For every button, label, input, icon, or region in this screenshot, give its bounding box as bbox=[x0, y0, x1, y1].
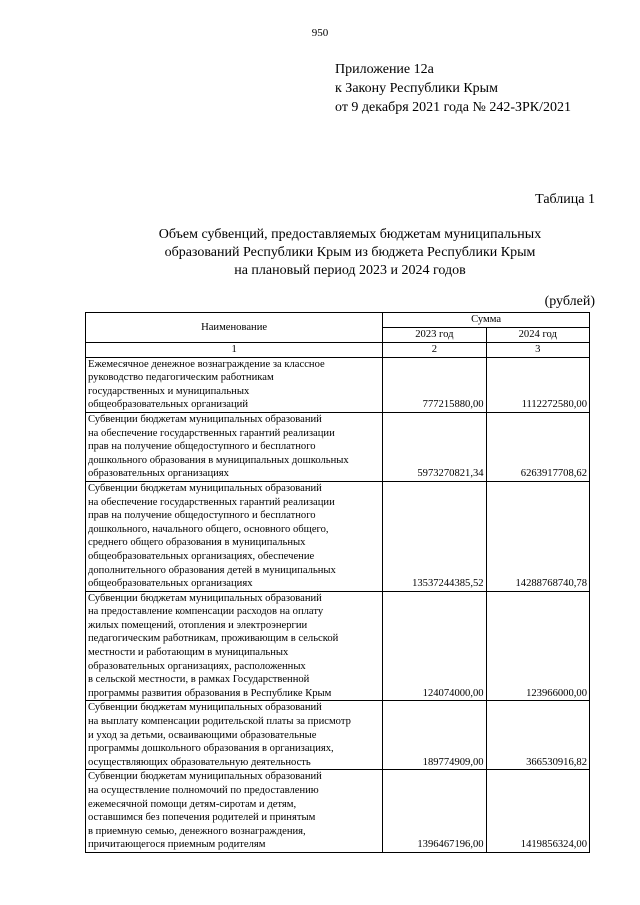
subvention-name-cell: Субвенции бюджетам муниципальных образований на осуществление полномочий по предоставлению ежемесячной помощи детям-сиротам и детям, оставшимся без попечения родителей и принятым в приемную семью, денежного вознаграждения, причитающегося приемным родителям bbox=[86, 770, 383, 853]
table-row bbox=[86, 481, 590, 591]
amount-2024-cell: 1112272580,00 bbox=[486, 357, 589, 412]
table-row bbox=[86, 357, 590, 412]
amount-2023-cell: 189774909,00 bbox=[383, 701, 486, 770]
page-number: 950 bbox=[311, 27, 329, 39]
header-name: Наименование bbox=[86, 313, 383, 343]
amount-2024-cell: 14288768740,78 bbox=[486, 481, 589, 591]
column-number: 1 bbox=[86, 343, 383, 358]
amount-2023-cell: 124074000,00 bbox=[383, 591, 486, 701]
subventions-table bbox=[85, 312, 590, 853]
subvention-name-cell: Субвенции бюджетам муниципальных образований на обеспечение государственных гарантий реализации прав на получение общедоступного и бесплатного дошкольного, начального общего, основного общего, среднего общего образования в муниципальных общеобразовательных организациях, обеспечение дополнительного образования детей в муниципальных общеобразовательных организациях bbox=[86, 481, 383, 591]
table-row bbox=[86, 701, 590, 770]
appendix-line-2: к Закону Республики Крым bbox=[335, 81, 498, 96]
subvention-name-cell: Субвенции бюджетам муниципальных образований на обеспечение государственных гарантий реализации прав на получение общедоступного и бесплатного дошкольного образования в муниципальных дошкольных образовательных организациях bbox=[86, 412, 383, 481]
appendix-block bbox=[335, 60, 571, 117]
column-number: 2 bbox=[383, 343, 486, 358]
title-line-1: Объем субвенций, предоставляемых бюджетам муниципальных bbox=[158, 227, 542, 242]
subvention-name-cell: Ежемесячное денежное вознаграждение за классное руководство педагогическим работникам государственных и муниципальных общеобразовательных организаций bbox=[86, 357, 383, 412]
column-number-row bbox=[86, 343, 590, 358]
header-year-2023: 2023 год bbox=[383, 328, 486, 343]
header-sum: Сумма bbox=[383, 313, 590, 328]
title-line-3: на плановый период 2023 и 2024 годов bbox=[234, 263, 466, 278]
table-label: Таблица 1 bbox=[535, 192, 595, 207]
amount-2023-cell: 5973270821,34 bbox=[383, 412, 486, 481]
amount-2023-cell: 1396467196,00 bbox=[383, 770, 486, 853]
amount-2024-cell: 123966000,00 bbox=[486, 591, 589, 701]
unit-label: (рублей) bbox=[544, 294, 595, 309]
amount-2023-cell: 777215880,00 bbox=[383, 357, 486, 412]
column-number: 3 bbox=[486, 343, 589, 358]
table-row bbox=[86, 591, 590, 701]
subvention-name-cell: Субвенции бюджетам муниципальных образований на выплату компенсации родительской платы за присмотр и уход за детьми, осваивающими образовательные программы дошкольного образования в организациях, осуществляющих образовательную деятельность bbox=[86, 701, 383, 770]
header-row bbox=[86, 313, 590, 328]
header-year-2024: 2024 год bbox=[486, 328, 589, 343]
appendix-line-1: Приложение 12а bbox=[335, 62, 434, 77]
amount-2024-cell: 1419856324,00 bbox=[486, 770, 589, 853]
amount-2024-cell: 366530916,82 bbox=[486, 701, 589, 770]
table-row bbox=[86, 770, 590, 853]
amount-2024-cell: 6263917708,62 bbox=[486, 412, 589, 481]
document-title bbox=[0, 226, 640, 280]
table-row bbox=[86, 412, 590, 481]
appendix-line-3: от 9 декабря 2021 года № 242-ЗРК/2021 bbox=[335, 100, 572, 115]
title-line-2: образований Республики Крым из бюджета Республики Крым bbox=[164, 245, 536, 260]
amount-2023-cell: 13537244385,52 bbox=[383, 481, 486, 591]
subvention-name-cell: Субвенции бюджетам муниципальных образований на предоставление компенсации расходов на оплату жилых помещений, отопления и электроэнергии педагогическим работникам, проживающим в сельской местности и работающим в муниципальных образовательных организациях, расположенных в сельской местности, в рамках Государственной программы развития образования в Республике Крым bbox=[86, 591, 383, 701]
